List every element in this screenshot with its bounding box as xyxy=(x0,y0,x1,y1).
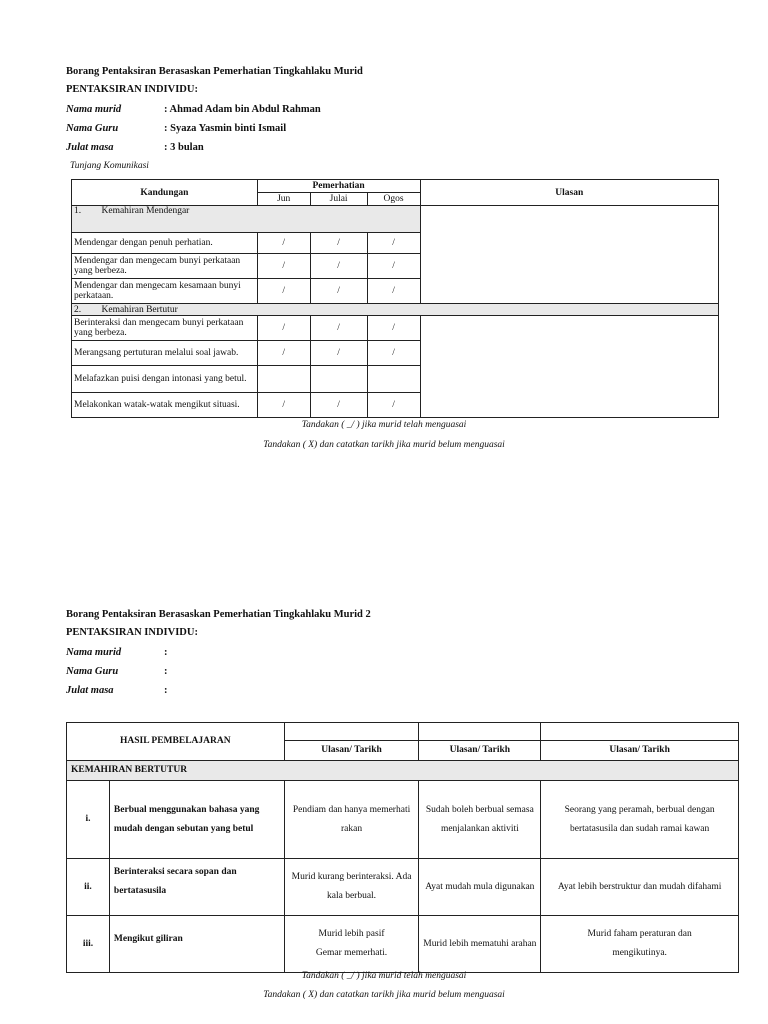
table-row xyxy=(67,781,739,859)
group-number: 2. xyxy=(74,304,82,315)
form2-note-2: Tandakan ( X) dan catatkan tarikh jika murid belum menguasai xyxy=(263,990,505,1000)
form1-table xyxy=(71,179,719,418)
form1-label-julat-masa: Julat masa xyxy=(66,142,114,153)
group-number: 1. xyxy=(74,206,82,216)
mark-jun: / xyxy=(257,341,310,366)
mark-julai: / xyxy=(310,254,367,279)
mark-julai xyxy=(310,366,367,393)
mark-julai: / xyxy=(310,393,367,418)
table-row xyxy=(72,316,719,341)
mark-jun: / xyxy=(257,279,310,304)
row-text: Berinteraksi dan mengecam bunyi perkataan yang berbeza. xyxy=(72,316,258,341)
group-name: Kemahiran Bertutur xyxy=(101,304,178,315)
mark-ogos: / xyxy=(367,316,420,341)
mark-jun: / xyxy=(257,316,310,341)
form2-label-nama-murid: Nama murid xyxy=(66,647,122,658)
form1-section-label: Tunjang Komunikasi xyxy=(70,161,149,171)
form2-value-julat-masa: : xyxy=(164,685,168,696)
empty-header-cell xyxy=(284,723,419,741)
table-row xyxy=(67,916,739,973)
form1-subtitle: PENTAKSIRAN INDIVIDU: xyxy=(66,84,198,95)
mark-jun: / xyxy=(257,233,310,254)
row-comment-1: Pendiam dan hanya memerhati rakan xyxy=(284,781,419,859)
form2-value-nama-guru: : xyxy=(164,666,168,677)
form2-subtitle: PENTAKSIRAN INDIVIDU: xyxy=(66,627,198,638)
form2-table xyxy=(66,722,739,973)
mark-jun: / xyxy=(257,254,310,279)
row-text: Mendengar dan mengecam kesamaan bunyi perkataan. xyxy=(72,279,258,304)
table-row xyxy=(67,859,739,916)
mark-jun: / xyxy=(257,393,310,418)
row-comment-2: Murid lebih mematuhi arahan xyxy=(419,916,541,973)
section-kemahiran-bertutur: KEMAHIRAN BERTUTUR xyxy=(67,761,739,781)
empty-header-cell xyxy=(419,723,541,741)
month-ogos: Ogos xyxy=(367,193,420,206)
col-pemerhatian: Pemerhatian xyxy=(257,180,420,193)
row-comment-3: Seorang yang peramah, berbual dengan bertatasusila dan sudah ramai kawan xyxy=(541,781,739,859)
row-text: Mendengar dan mengecam bunyi perkataan yang berbeza. xyxy=(72,254,258,279)
row-item: Berinteraksi secara sopan dan bertatasusila xyxy=(109,859,284,916)
mark-ogos: / xyxy=(367,254,420,279)
mark-julai: / xyxy=(310,233,367,254)
group-name: Kemahiran Mendengar xyxy=(101,206,190,216)
month-jun: Jun xyxy=(257,193,310,206)
mark-ogos: / xyxy=(367,279,420,304)
row-number: iii. xyxy=(67,916,110,973)
row-text: Merangsang pertuturan melalui soal jawab. xyxy=(72,341,258,366)
form1-value-julat-masa: : 3 bulan xyxy=(164,142,204,153)
form1-title: Borang Pentaksiran Berasaskan Pemerhatian Tingkahlaku Murid xyxy=(66,66,363,77)
form1-note-1: Tandakan ( _/ ) jika murid telah menguasai xyxy=(301,420,467,430)
col-ulasan-2: Ulasan/ Tarikh xyxy=(419,741,541,761)
form1-value-nama-guru: : Syaza Yasmin binti Ismail xyxy=(164,123,287,134)
col-ulasan: Ulasan xyxy=(420,180,719,206)
row-text: Mendengar dengan penuh perhatian. xyxy=(72,233,258,254)
group-header-bertutur xyxy=(72,304,719,316)
row-item: Mengikut giliran xyxy=(109,916,284,973)
row-number: i. xyxy=(67,781,110,859)
row-comment-3: Murid faham peraturan dan mengikutinya. xyxy=(541,916,739,973)
form2-value-nama-murid: : xyxy=(164,647,168,658)
row-comment-1: Murid kurang berinteraksi. Ada kala berbual. xyxy=(284,859,419,916)
row-item: Berbual menggunakan bahasa yang mudah dengan sebutan yang betul xyxy=(109,781,284,859)
mark-julai: / xyxy=(310,316,367,341)
ulasan-cell-mendengar xyxy=(420,206,719,304)
row-comment-2: Sudah boleh berbual semasa menjalankan aktiviti xyxy=(419,781,541,859)
group-header-mendengar xyxy=(72,206,421,233)
form2-label-julat-masa: Julat masa xyxy=(66,685,114,696)
form1-value-nama-murid: : Ahmad Adam bin Abdul Rahman xyxy=(164,104,321,115)
form1-note-2: Tandakan ( X) dan catatkan tarikh jika murid belum menguasai xyxy=(263,440,505,450)
mark-julai: / xyxy=(310,279,367,304)
col-hasil-pembelajaran: HASIL PEMBELAJARAN xyxy=(67,723,285,761)
col-ulasan-3: Ulasan/ Tarikh xyxy=(541,741,739,761)
mark-jun xyxy=(257,366,310,393)
form2-title: Borang Pentaksiran Berasaskan Pemerhatian Tingkahlaku Murid 2 xyxy=(66,609,371,620)
row-comment-3: Ayat lebih berstruktur dan mudah difahami xyxy=(541,859,739,916)
mark-ogos: / xyxy=(367,233,420,254)
row-text: Melakonkan watak-watak mengikut situasi. xyxy=(72,393,258,418)
month-julai: Julai xyxy=(310,193,367,206)
mark-julai: / xyxy=(310,341,367,366)
row-comment-2: Ayat mudah mula digunakan xyxy=(419,859,541,916)
row-comment-1: Murid lebih pasif Gemar memerhati. xyxy=(284,916,419,973)
mark-ogos xyxy=(367,366,420,393)
form1-label-nama-guru: Nama Guru xyxy=(66,123,119,134)
mark-ogos: / xyxy=(367,341,420,366)
form2-note-1: Tandakan ( _/ ) jika murid telah menguasai xyxy=(301,971,467,981)
empty-header-cell xyxy=(541,723,739,741)
col-kandungan: Kandungan xyxy=(72,180,258,206)
row-text: Melafazkan puisi dengan intonasi yang betul. xyxy=(72,366,258,393)
row-number: ii. xyxy=(67,859,110,916)
form1-label-nama-murid: Nama murid xyxy=(66,104,122,115)
ulasan-cell-bertutur xyxy=(420,316,719,418)
col-ulasan-1: Ulasan/ Tarikh xyxy=(284,741,419,761)
form2-label-nama-guru: Nama Guru xyxy=(66,666,119,677)
mark-ogos: / xyxy=(367,393,420,418)
